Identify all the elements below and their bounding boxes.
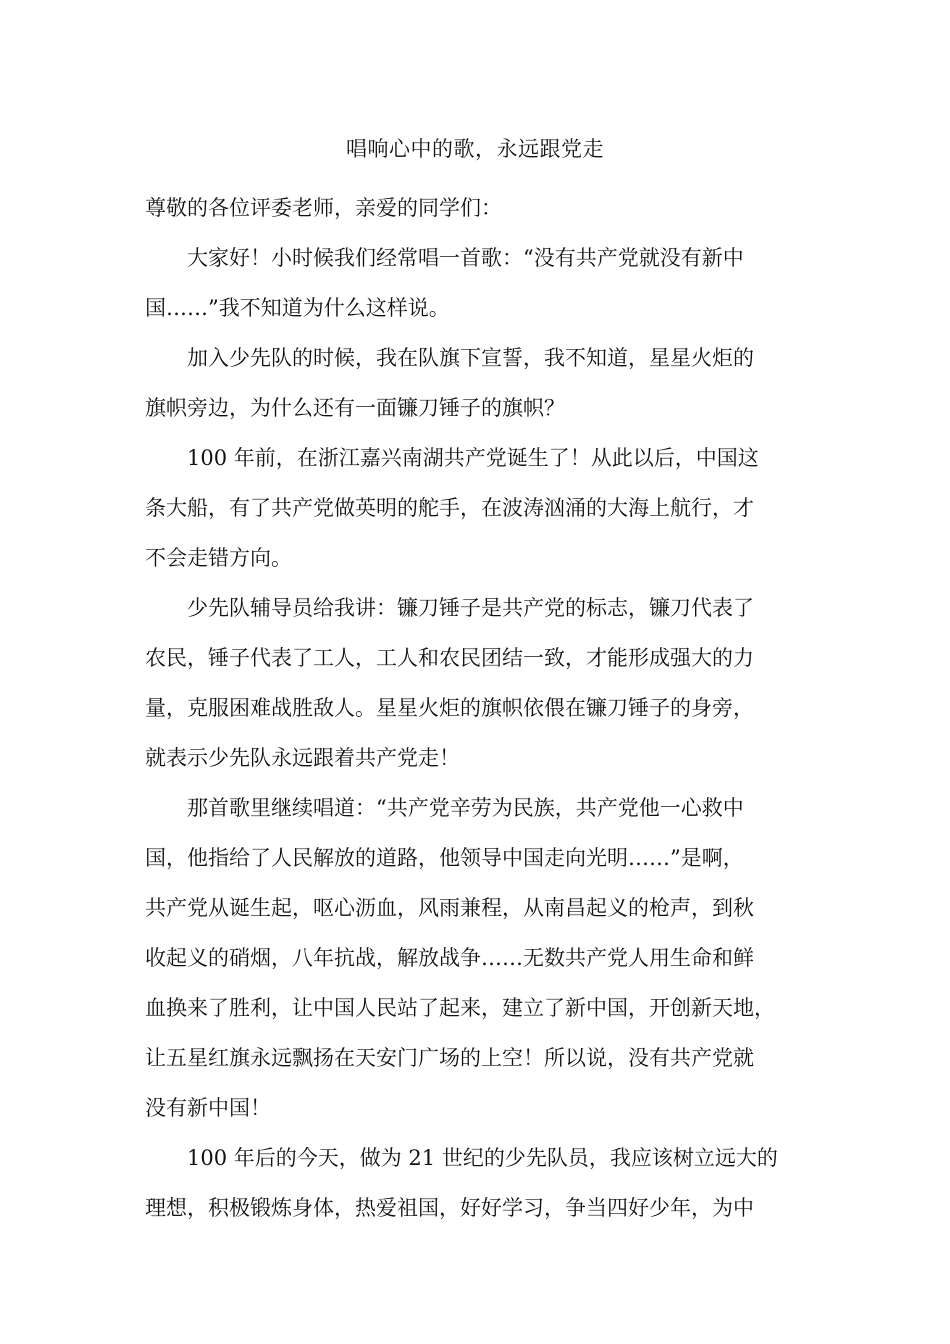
paragraph-line: 共产党从诞生起，呕心沥血，风雨兼程，从南昌起义的枪声，到秋 xyxy=(145,896,754,920)
paragraph-line: 加入少先队的时候，我在队旗下宣誓，我不知道，星星火炬的 xyxy=(187,346,754,370)
paragraph-line: 旗帜旁边，为什么还有一面镰刀锤子的旗帜？ xyxy=(145,396,565,420)
paragraph-line: 那首歌里继续唱道：“共产党辛劳为民族，共产党他一心救中 xyxy=(187,796,744,820)
paragraph-6 xyxy=(145,1133,820,1233)
paragraph-2 xyxy=(145,333,820,433)
paragraph-line: 少先队辅导员给我讲：镰刀锤子是共产党的标志，镰刀代表了 xyxy=(187,596,754,620)
paragraph-line: 100 年后的今天，做为 21 世纪的少先队员，我应该树立远大的 xyxy=(187,1146,778,1170)
paragraph-line: 没有新中国！ xyxy=(145,1096,271,1120)
paragraph-5 xyxy=(145,783,820,1133)
paragraph-1 xyxy=(145,233,820,333)
salutation xyxy=(145,183,820,233)
paragraph-line: 100 年前，在浙江嘉兴南湖共产党诞生了！从此以后，中国这 xyxy=(187,446,759,470)
paragraph-line: 理想，积极锻炼身体，热爱祖国，好好学习，争当四好少年，为中 xyxy=(145,1196,754,1220)
paragraph-line: 让五星红旗永远飘扬在天安门广场的上空！所以说，没有共产党就 xyxy=(145,1046,754,1070)
document-title: 唱响心中的歌，永远跟党走 xyxy=(346,137,604,161)
paragraph-line: 条大船，有了共产党做英明的舵手，在波涛汹涌的大海上航行，才 xyxy=(145,496,754,520)
paragraph-line: 就表示少先队永远跟着共产党走！ xyxy=(145,746,460,770)
document-body xyxy=(145,183,820,1233)
paragraph-line: 不会走错方向。 xyxy=(145,546,292,570)
paragraph-line: 量，克服困难战胜敌人。星星火炬的旗帜依偎在镰刀锤子的身旁， xyxy=(145,696,754,720)
paragraph-line: 收起义的硝烟，八年抗战，解放战争……无数共产党人用生命和鲜 xyxy=(145,946,754,970)
paragraph-line: 农民，锤子代表了工人，工人和农民团结一致，才能形成强大的力 xyxy=(145,646,754,670)
paragraph-line: 国，他指给了人民解放的道路，他领导中国走向光明……”是啊， xyxy=(145,846,744,870)
salutation-line: 尊敬的各位评委老师，亲爱的同学们： xyxy=(145,196,502,220)
paragraph-line: 大家好！小时候我们经常唱一首歌：“没有共产党就没有新中 xyxy=(187,246,744,270)
paragraph-line: 国……”我不知道为什么这样说。 xyxy=(145,296,450,320)
paragraph-line: 血换来了胜利，让中国人民站了起来，建立了新中国，开创新天地， xyxy=(145,996,775,1020)
paragraph-3 xyxy=(145,433,820,583)
paragraph-4 xyxy=(145,583,820,783)
